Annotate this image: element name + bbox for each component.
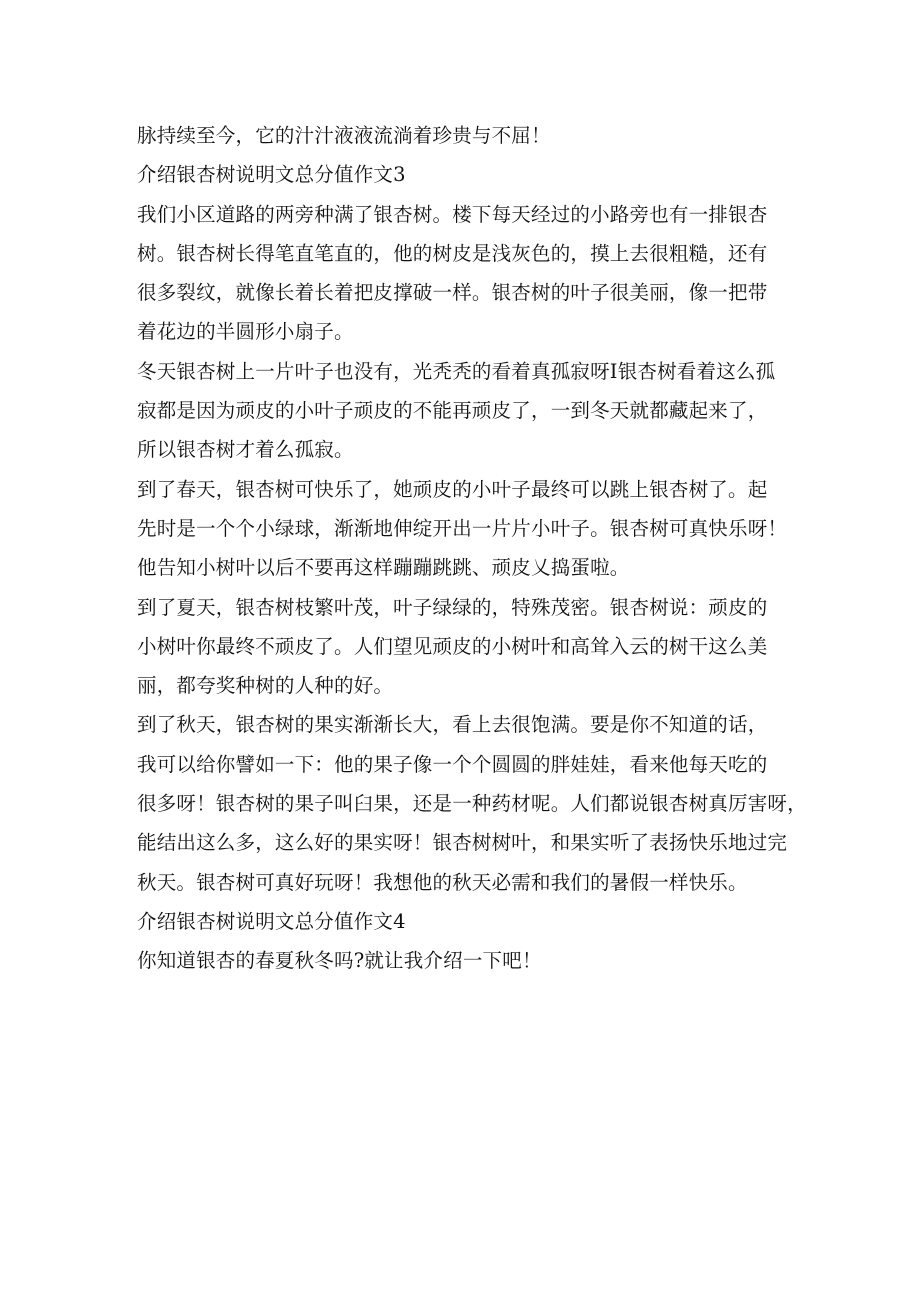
paragraph-line: 着花边的半圆形小扇子。 [137, 320, 354, 344]
section-heading: 介绍银杏树说明文总分值作文4 [137, 909, 406, 933]
paragraph-line: 他告知小树叶以后不要再这样蹦蹦跳跳、顽皮乂捣蛋啦。 [137, 556, 630, 580]
paragraph-line: 寂都是因为顽皮的小叶子顽皮的不能再顽皮了，一到冬天就都藏起来了， [137, 399, 768, 423]
paragraph-line: 丽，都夸奖种树的人种的好。 [137, 674, 394, 698]
paragraph-line: 到了春天，银杏树可快乐了，她顽皮的小叶子最终可以跳上银杏树了。起 [137, 477, 768, 501]
paragraph-line: 冬天银杏树上一片叶子也没有，光秃秃的看着真孤寂呀I银杏树看着这么孤 [137, 359, 776, 383]
paragraph-line: 我们小区道路的两旁种满了银杏树。楼下每天经过的小路旁也有一排银杏 [137, 202, 768, 226]
paragraph-line: 脉持续至今，它的汁汁液液流淌着珍贵与不屈！ [137, 124, 551, 147]
document-body [137, 116, 807, 981]
paragraph-line: 到了秋天，银杏树的果实渐渐长大，看上去很饱满。要是你不知道的话， [137, 713, 768, 737]
paragraph-line: 我可以给你譬如一下：他的果子像一个个圆圆的胖娃娃，看来他每天吃的 [137, 752, 768, 776]
paragraph-line: 很多呀！银杏树的果子叫臼果，还是一种药材呢。人们都说银杏树真厉害呀， [137, 792, 807, 816]
paragraph-line: 很多裂纹，就像长着长着把皮撑破一样。银杏树的叶子很美丽，像一把带 [137, 281, 768, 305]
paragraph-line: 秋天。银杏树可真好玩呀！我想他的秋天必需和我们的暑假一样快乐。 [137, 870, 748, 894]
paragraph-line: 所以银杏树才着么孤寂。 [137, 438, 354, 462]
paragraph-line: 到了夏天，银杏树枝繁叶茂，叶子绿绿的，特殊茂密。银杏树说：顽皮的 [137, 595, 768, 619]
section-heading: 介绍银杏树说明文总分值作文3 [137, 163, 406, 187]
paragraph-line: 小树叶你最终不顽皮了。人们望见顽皮的小树叶和高耸入云的树干这么美 [137, 634, 768, 658]
paragraph-line: 树。银杏树长得笔直笔直的，他的树皮是浅灰色的，摸上去很粗糙，还有 [137, 241, 768, 265]
paragraph-line: 先时是一个个小绿球，渐渐地伸绽开出一片片小叶子。银杏树可真快乐呀！ [137, 516, 788, 540]
paragraph-line: 你知道银杏的春夏秋冬吗?就让我介绍一下吧！ [137, 949, 542, 973]
paragraph-line: 能结出这么多，这么好的果实呀！银杏树树叶，和果实听了表扬快乐地过完 [137, 831, 788, 855]
